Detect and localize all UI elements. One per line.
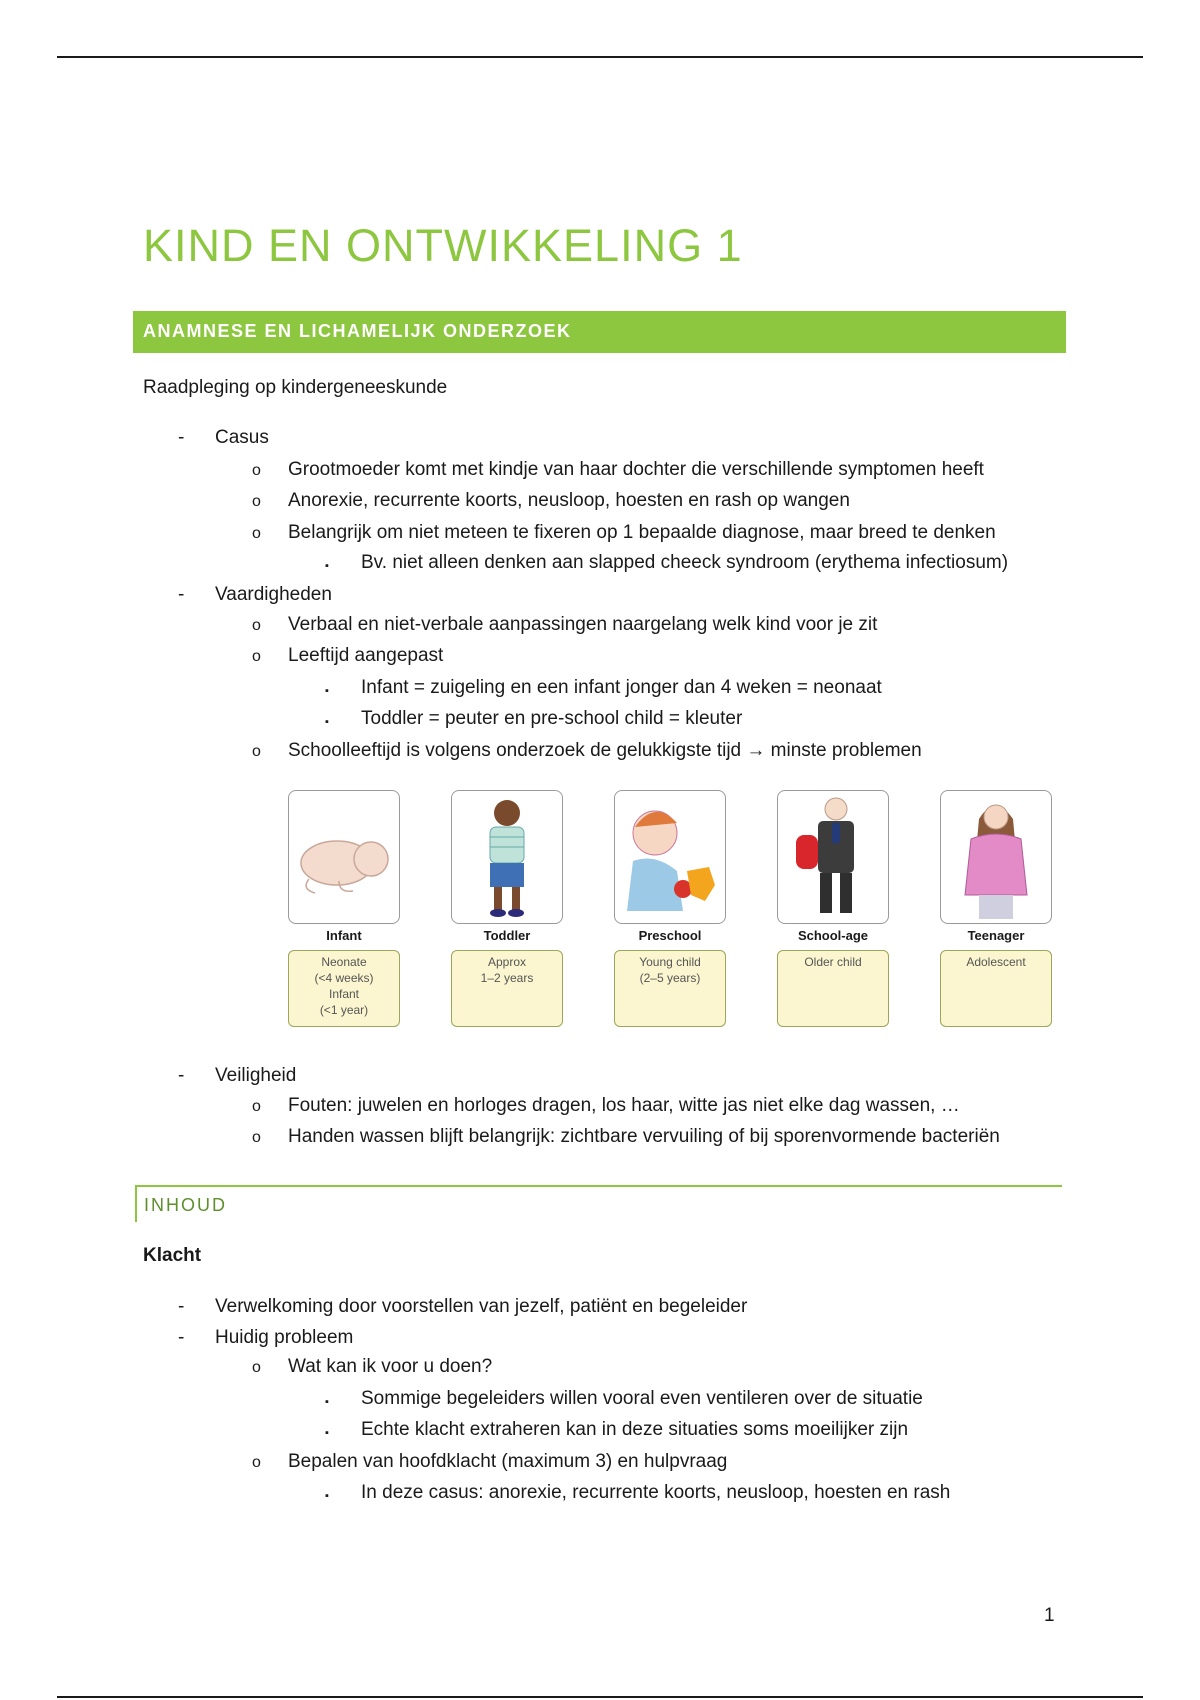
dash-bullet: -: [178, 1296, 185, 1317]
circle-bullet: o: [252, 1359, 261, 1376]
square-bullet: ▪: [325, 1427, 329, 1439]
age-stage-box: [451, 950, 563, 1027]
square-bullet: ▪: [325, 685, 329, 697]
veiligheid-label: Veiligheid: [215, 1065, 297, 1086]
age-stage-description: Approx 1–2 years: [480, 955, 534, 985]
circle-bullet: o: [252, 1129, 261, 1146]
top-rule: [57, 56, 1143, 58]
square-bullet: ▪: [325, 1490, 329, 1502]
circle-bullet: o: [252, 493, 261, 510]
infant-illustration: [288, 790, 400, 924]
casus-subitem: Bv. niet alleen denken aan slapped cheeck syndroom (erythema infectiosum): [361, 552, 1009, 573]
age-stage-description: Adolescent: [966, 955, 1026, 969]
age-stage-label: Teenager: [967, 928, 1025, 943]
square-bullet: ▪: [325, 716, 329, 728]
klacht-item: Huidig probleem: [215, 1327, 354, 1348]
age-stages-figure: [288, 790, 1050, 1030]
vaardigheden-item: Schoolleeftijd is volgens onderzoek de gelukkigste tijd → minste problemen: [288, 740, 922, 761]
klacht-subsubitem: In deze casus: anorexie, recurrente koorts, neusloop, hoesten en rash: [361, 1482, 951, 1503]
circle-bullet: o: [252, 1098, 261, 1115]
vaardigheden-item: Leeftijd aangepast: [288, 645, 444, 666]
dash-bullet: -: [178, 584, 185, 605]
circle-bullet: o: [252, 1454, 261, 1471]
circle-bullet: o: [252, 525, 261, 542]
klacht-item: Verwelkoming door voorstellen van jezelf, patiënt en begeleider: [215, 1296, 748, 1317]
dash-bullet: -: [178, 1065, 185, 1086]
page-number: 1: [1044, 1605, 1055, 1626]
vaardigheden-subitem: Toddler = peuter en pre-school child = kleuter: [361, 708, 743, 729]
klacht-heading: Klacht: [143, 1245, 202, 1266]
veiligheid-item: Handen wassen blijft belangrijk: zichtbare vervuiling of bij sporenvormende bacteriën: [288, 1126, 1000, 1147]
circle-bullet: o: [252, 648, 261, 665]
square-bullet: ▪: [325, 1396, 329, 1408]
casus-item: Belangrijk om niet meteen te fixeren op 1 bepaalde diagnose, maar breed te denken: [288, 522, 996, 543]
section-header-label: INHOUD: [144, 1195, 227, 1215]
klacht-subsubitem: Echte klacht extraheren kan in deze situaties soms moeilijker zijn: [361, 1419, 909, 1440]
vaardigheden-subitem: Infant = zuigeling en een infant jonger dan 4 weken = neonaat: [361, 677, 882, 698]
teenager-illustration: [940, 790, 1052, 924]
klacht-subitem: Bepalen van hoofdklacht (maximum 3) en hulpvraag: [288, 1451, 728, 1472]
age-stage-box: [777, 950, 889, 1027]
casus-item: Grootmoeder komt met kindje van haar dochter die verschillende symptomen heeft: [288, 459, 984, 480]
age-stage-box: [288, 950, 400, 1027]
page-title: KIND EN ONTWIKKELING 1: [143, 220, 743, 271]
section-header-label: ANAMNESE EN LICHAMELIJK ONDERZOEK: [143, 321, 572, 341]
dash-bullet: -: [178, 1327, 185, 1348]
toddler-illustration: [451, 790, 563, 924]
dash-bullet: -: [178, 427, 185, 448]
klacht-subsubitem: Sommige begeleiders willen vooral even ventileren over de situatie: [361, 1388, 923, 1409]
age-stage-description: Older child: [804, 955, 862, 969]
circle-bullet: o: [252, 462, 261, 479]
casus-item: Anorexie, recurrente koorts, neusloop, hoesten en rash op wangen: [288, 490, 850, 511]
casus-label: Casus: [215, 427, 269, 448]
bottom-rule: [57, 1696, 1143, 1698]
age-stage-label: School-age: [797, 928, 869, 943]
age-stage-description: Young child (2–5 years): [639, 955, 701, 985]
circle-bullet: o: [252, 743, 261, 760]
age-stage-label: Toddler: [483, 928, 531, 943]
age-stage-box: [614, 950, 726, 1027]
age-stage-label: Infant: [326, 928, 362, 943]
veiligheid-item: Fouten: juwelen en horloges dragen, los haar, witte jas niet elke dag wassen, …: [288, 1095, 960, 1116]
circle-bullet: o: [252, 617, 261, 634]
preschool-illustration: [614, 790, 726, 924]
age-stage-label: Preschool: [638, 928, 702, 943]
vaardigheden-label: Vaardigheden: [215, 584, 332, 605]
section-header-inhoud: [135, 1185, 1062, 1222]
vaardigheden-item: Verbaal en niet-verbale aanpassingen naargelang welk kind voor je zit: [288, 614, 878, 635]
age-stage-box: [940, 950, 1052, 1027]
klacht-subitem: Wat kan ik voor u doen?: [288, 1356, 493, 1377]
section-header-anamnese: [133, 311, 1066, 353]
age-stage-description: Neonate (<4 weeks) Infant (<1 year): [314, 955, 374, 1017]
square-bullet: ▪: [325, 560, 329, 572]
intro-text: Raadpleging op kindergeneeskunde: [143, 377, 448, 398]
school-age-illustration: [777, 790, 889, 924]
